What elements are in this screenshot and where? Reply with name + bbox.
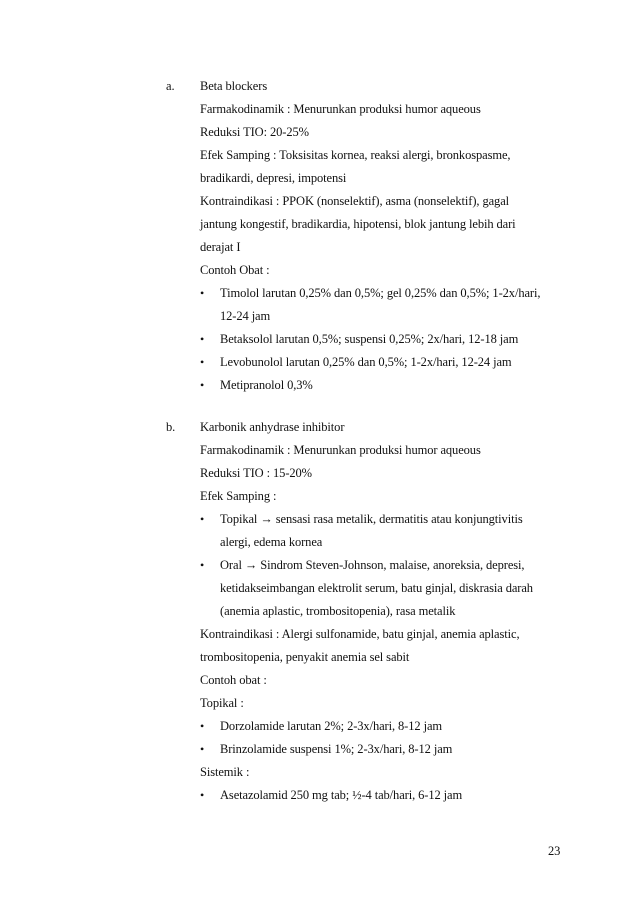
section-a-title: Beta blockers (200, 79, 268, 93)
section-a-bullet-3: Levobunolol larutan 0,25% dan 0,5%; 1-2x/hari, 12-24 jam (220, 355, 512, 369)
section-a-kontra-line-3: derajat I (200, 240, 241, 254)
section-b-topikal-label: Topikal : (200, 696, 244, 710)
section-b-sistemik-label: Sistemik : (200, 765, 250, 779)
page-number: 23 (548, 844, 561, 858)
section-b-kontra-line-1: Kontraindikasi : Alergi sulfonamide, batu ginjal, anemia aplastic, (200, 627, 520, 641)
section-b-marker: b. (166, 420, 176, 434)
section-b-oral-line-2: ketidakseimbangan elektrolit serum, batu ginjal, diskrasia darah (220, 581, 533, 595)
bullet-icon: • (200, 788, 205, 802)
section-b-topikal-item-1: Dorzolamide larutan 2%; 2-3x/hari, 8-12 jam (220, 719, 443, 733)
bullet-icon: • (200, 719, 205, 733)
bullet-icon: • (200, 512, 205, 526)
section-a-efek-line-2: bradikardi, depresi, impotensi (200, 171, 347, 185)
bullet-icon: • (200, 355, 205, 369)
section-b-topikal-line-1: Topikal → sensasi rasa metalik, dermatitis atau konjungtivitis (220, 512, 523, 526)
section-a-farmakodinamik: Farmakodinamik : Menurunkan produksi humor aqueous (200, 102, 481, 116)
section-a-bullet-4: Metipranolol 0,3% (220, 378, 313, 392)
section-b-efek: Efek Samping : (200, 489, 277, 503)
section-a-bullet-1-line-2: 12-24 jam (220, 309, 271, 323)
section-a-reduksi: Reduksi TIO: 20-25% (200, 125, 309, 139)
bullet-icon: • (200, 332, 205, 346)
section-b-farmakodinamik: Farmakodinamik : Menurunkan produksi humor aqueous (200, 443, 481, 457)
section-a-kontra-line-2: jantung kongestif, bradikardia, hipotensi, blok jantung lebih dari (200, 217, 516, 231)
section-a-bullet-2: Betaksolol larutan 0,5%; suspensi 0,25%; 2x/hari, 12-18 jam (220, 332, 519, 346)
bullet-icon: • (200, 558, 205, 572)
section-b-contoh: Contoh obat : (200, 673, 267, 687)
bullet-icon: • (200, 742, 205, 756)
section-b-oral-line-1: Oral → Sindrom Steven-Johnson, malaise, anoreksia, depresi, (220, 558, 525, 572)
section-b-oral-line-3: (anemia aplastic, trombositopenia), rasa metalik (220, 604, 456, 618)
section-b-kontra-line-2: trombositopenia, penyakit anemia sel sabit (200, 650, 410, 664)
bullet-icon: • (200, 286, 205, 300)
section-a-marker: a. (166, 79, 175, 93)
section-a-kontra-line-1: Kontraindikasi : PPOK (nonselektif), asma (nonselektif), gagal (200, 194, 510, 208)
section-a-bullet-1-line-1: Timolol larutan 0,25% dan 0,5%; gel 0,25% dan 0,5%; 1-2x/hari, (220, 286, 541, 300)
section-b-topikal-line-2: alergi, edema kornea (220, 535, 323, 549)
section-b-sistemik-item-1: Asetazolamid 250 mg tab; ½-4 tab/hari, 6-12 jam (220, 788, 463, 802)
section-a-efek-line-1: Efek Samping : Toksisitas kornea, reaksi alergi, bronkospasme, (200, 148, 511, 162)
section-b-title: Karbonik anhydrase inhibitor (200, 420, 345, 434)
bullet-icon: • (200, 378, 205, 392)
section-b-topikal-item-2: Brinzolamide suspensi 1%; 2-3x/hari, 8-12 jam (220, 742, 453, 756)
section-a-contoh: Contoh Obat : (200, 263, 270, 277)
section-b-reduksi: Reduksi TIO : 15-20% (200, 466, 312, 480)
